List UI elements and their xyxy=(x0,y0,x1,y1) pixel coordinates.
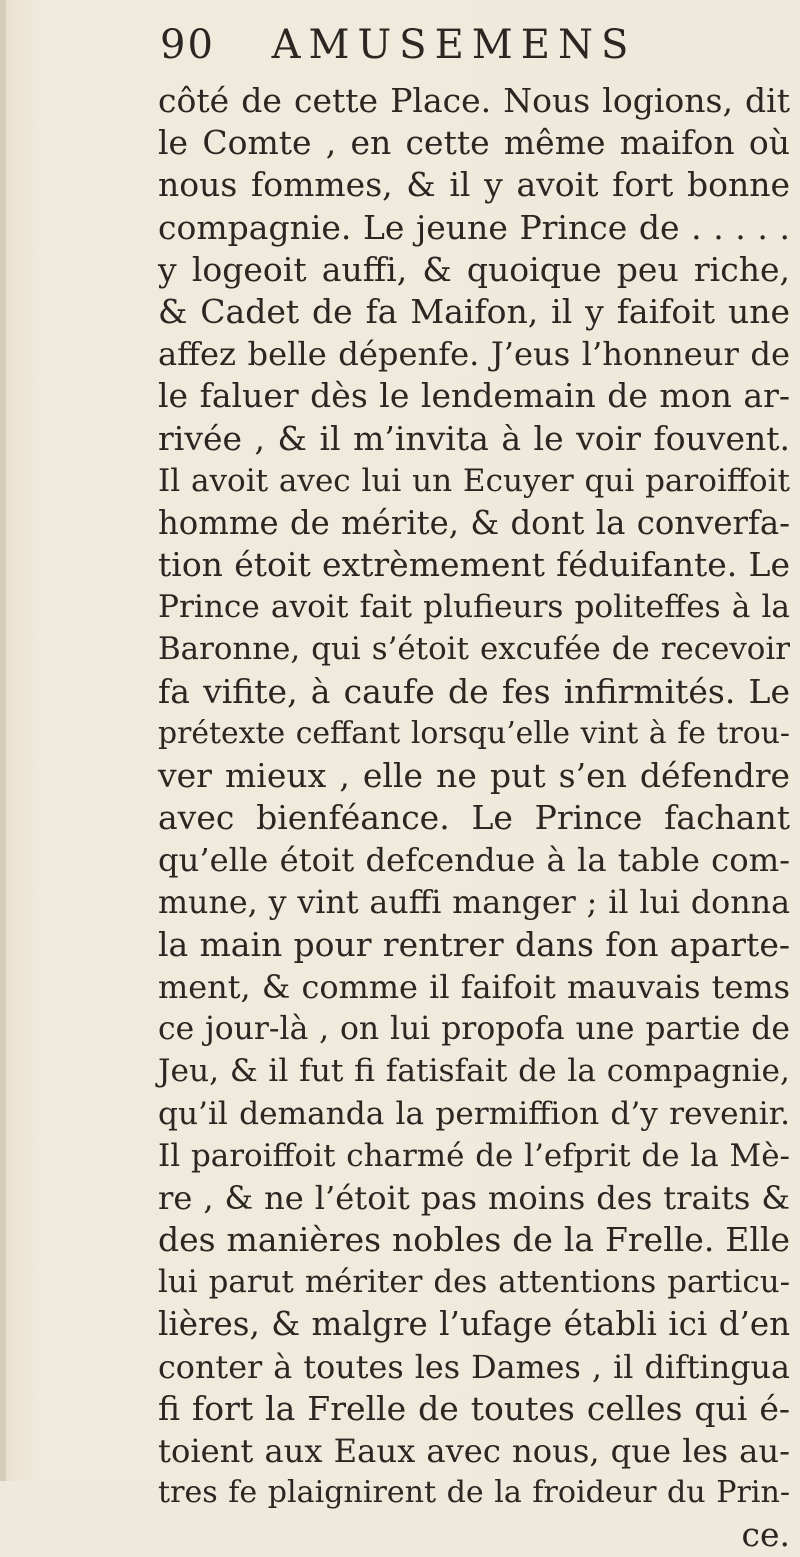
text-line: lières, & malgre l’ufage établi ici d’en xyxy=(158,1305,790,1344)
text-line: Baronne, qui s’étoit excufée de recevoir xyxy=(158,631,790,668)
text-line: Prince avoit fait plufieurs politeffes à la xyxy=(158,589,790,626)
text-line: tion étoit extrèmement féduifante. Le xyxy=(158,545,790,585)
text-line: re , & ne l’étoit pas moins des traits & xyxy=(158,1178,790,1217)
text-line: ment, & comme il faifoit mauvais tems xyxy=(158,967,790,1006)
text-line: conter à toutes les Dames , il diftingua xyxy=(158,1347,790,1386)
page-gutter-edge xyxy=(0,0,6,1481)
text-line: y logeoit auffi, & quoique peu riche, xyxy=(158,249,790,289)
text-line: mune, y vint auffi manger ; il lui donna xyxy=(158,884,790,921)
text-line: lui parut mériter des attentions particu- xyxy=(158,1264,790,1301)
text-line: Jeu, & il fut fi fatisfait de la compagnie, xyxy=(158,1053,790,1090)
text-line: la main pour rentrer dans fon aparte- xyxy=(158,924,790,964)
catchword: ce. xyxy=(741,1515,790,1555)
text-line: Il avoit avec lui un Ecuyer qui paroiffoit xyxy=(158,462,790,499)
text-line: prétexte ceffant lorsqu’elle vint à fe trou- xyxy=(158,715,790,751)
text-line: fa vifite, à caufe de fes infirmités. Le xyxy=(158,671,790,711)
page-number: 90 xyxy=(160,22,215,68)
text-line: côté de cette Place. Nous logions, dit xyxy=(158,81,790,120)
text-line: & Cadet de fa Maifon, il y faifoit une xyxy=(158,291,790,331)
text-line: compagnie. Le jeune Prince de . . . . . xyxy=(158,207,790,247)
text-line: nous fommes, & il y avoit fort bonne xyxy=(158,165,790,205)
text-line: rivée , & il m’invita à le voir fouvent. xyxy=(158,418,790,458)
text-line: ver mieux , elle ne put s’en défendre xyxy=(158,756,790,795)
text-line: avec bienféance. Le Prince fachant xyxy=(158,798,790,838)
text-line: homme de mérite, & dont la converfa- xyxy=(158,503,790,542)
text-line: Il paroiffoit charmé de l’efprit de la Mè- xyxy=(158,1137,790,1174)
text-line: qu’il demanda la permiffion d’y revenir. xyxy=(158,1095,790,1132)
text-line: qu’elle étoit defcendue à la table com- xyxy=(158,841,790,880)
running-title: AMUSEMENS xyxy=(271,22,637,68)
page-header xyxy=(160,22,636,68)
text-line: toient aux Eaux avec nous, que les au- xyxy=(158,1432,790,1470)
text-line: des manières nobles de la Frelle. Elle xyxy=(158,1220,790,1260)
text-line: le Comte , en cette même maifon où xyxy=(158,123,790,163)
text-line: ce jour-là , on lui propofa une partie de xyxy=(158,1011,790,1048)
text-line: le faluer dès le lendemain de mon ar- xyxy=(158,376,790,416)
body-text xyxy=(158,80,790,1557)
text-line: affez belle dépenfe. J’eus l’honneur de xyxy=(158,335,790,374)
text-line: fi fort la Frelle de toutes celles qui é- xyxy=(158,1388,790,1428)
text-line: tres fe plaignirent de la froideur du Prin- xyxy=(158,1475,790,1511)
